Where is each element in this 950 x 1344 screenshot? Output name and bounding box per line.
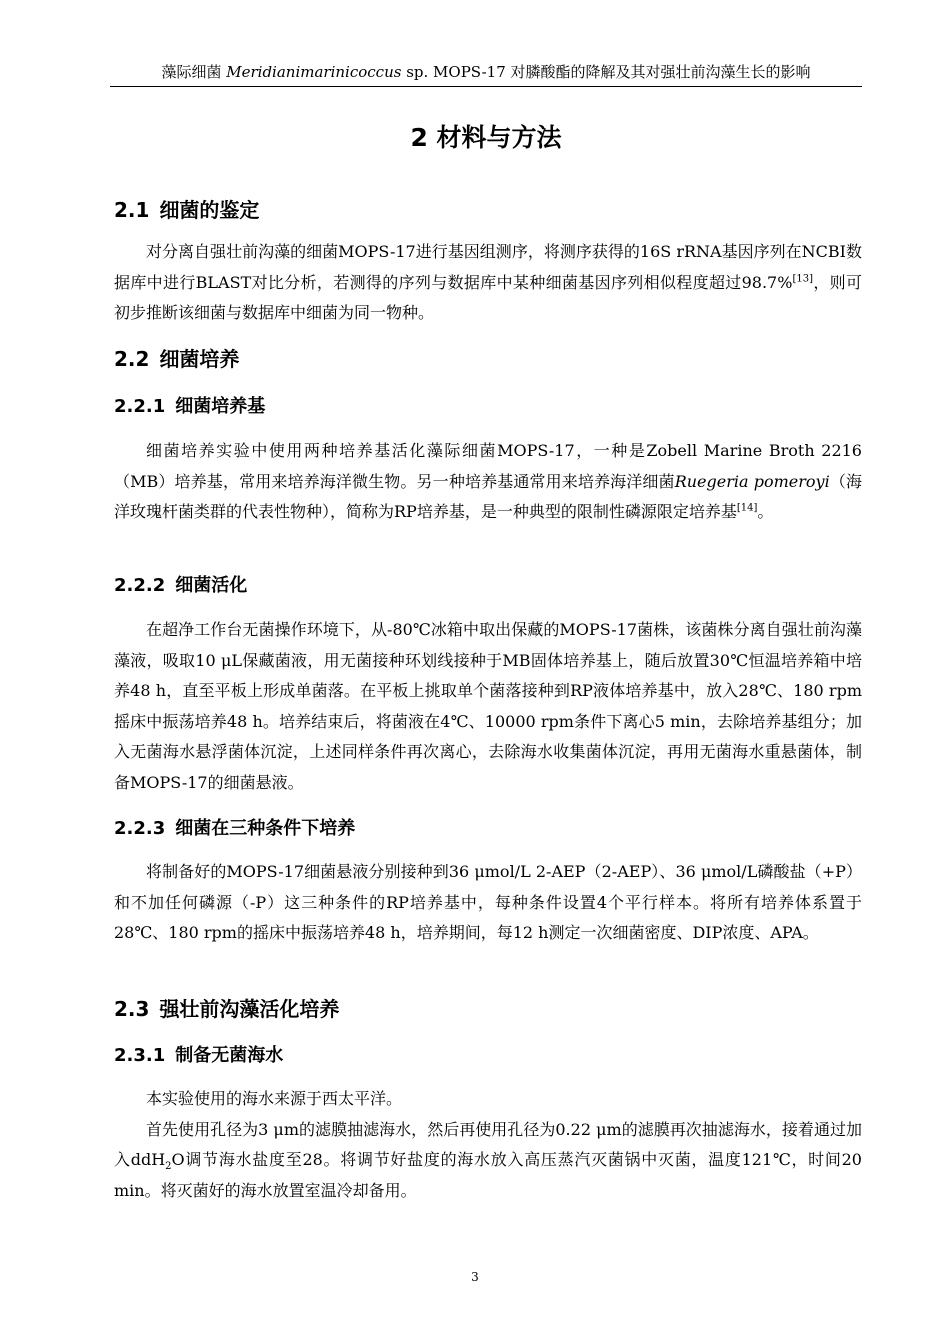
text: 细菌培养实验中使用两种培养基活化藻际细菌MOPS-17，一种是Zobell Marine Broth 2216（MB）培养基，常用来培养海洋微生物。另一种培养基通常用来培养海洋细菌: [114, 441, 862, 491]
heading-number: 2.3: [114, 997, 150, 1021]
header-rule: [110, 86, 862, 87]
heading-title: 细菌在三种条件下培养: [175, 818, 356, 839]
paragraph-2-3-1: [114, 1084, 862, 1206]
heading-number: 2.2: [114, 347, 150, 371]
paragraph-2-2-1: [114, 436, 862, 528]
header-text-pre: 藻际细菌: [161, 63, 227, 81]
text: （海洋玫瑰杆菌类群的代表性物种），简称为RP培养基，是一种典型的限制性磷源限定培养基: [114, 471, 862, 521]
paragraph-2-2-2: [114, 615, 862, 798]
heading-title: 细菌培养: [159, 347, 240, 371]
header-text-post: sp. MOPS-17 对膦酸酯的降解及其对强壮前沟藻生长的影响: [401, 63, 811, 81]
citation: [14]: [736, 502, 758, 514]
heading-title: 细菌活化: [175, 575, 248, 596]
species-name: Ruegeria pomeroyi: [674, 471, 830, 491]
heading-2-2-3: [114, 816, 355, 842]
paragraph: [114, 237, 862, 329]
heading-number: 2.2.2: [114, 575, 166, 596]
paragraph: 将制备好的MOPS-17细菌悬液分别接种到36 μmol/L 2-AEP（2-AEP）、36 μmol/L磷酸盐（+P）和不加任何磷源（-P）这三种条件的RP培养基中，每种条件设置4个平行样本。将所有培养体系置于28℃、180 rpm的摇床中振荡培养48 h，培养期间，每12 h测定一次细菌密度、DIP浓度、APA。: [114, 862, 862, 942]
text: 对分离自强壮前沟藻的细菌MOPS-17进行基因组测序，将测序获得的16S rRNA基因序列在NCBI数据库中进行BLAST对比分析，若测得的序列与数据库中某种细菌基因序列相似程度超过98.7%: [114, 242, 862, 292]
heading-number: 2.1: [114, 198, 150, 222]
heading-title: 细菌的鉴定: [159, 198, 260, 222]
header-species-name: Meridianimarinicoccus: [226, 63, 402, 81]
page-number: 3: [471, 1270, 479, 1284]
heading-2-3-1: [114, 1043, 283, 1069]
paragraph: [114, 436, 862, 528]
heading-2-1: [114, 196, 259, 224]
heading-title: 强壮前沟藻活化培养: [159, 997, 340, 1021]
text: 首先使用孔径为3 μm的滤膜抽滤海水，然后再使用孔径为0.22 μm的滤膜再次抽滤海水，接着通过加入ddH: [114, 1119, 862, 1169]
text: 。: [757, 502, 774, 521]
text: ，则可初步推断该细菌与数据库中细菌为同一物种。: [114, 272, 862, 322]
heading-number: 2.3.1: [114, 1045, 166, 1066]
chapter-title: 2 材料与方法: [410, 123, 562, 152]
heading-number: 2.2.3: [114, 818, 166, 839]
citation: [13]: [792, 273, 813, 285]
heading-title: 制备无菌海水: [175, 1045, 284, 1066]
paragraph: [114, 1115, 862, 1207]
heading-2-3: [114, 995, 339, 1023]
subscript: 2: [165, 1161, 172, 1173]
running-header: [110, 62, 862, 82]
heading-2-2: [114, 345, 239, 373]
paragraph: 本实验使用的海水来源于西太平洋。: [146, 1089, 403, 1108]
heading-title: 细菌培养基: [175, 396, 266, 417]
heading-number: 2.2.1: [114, 396, 166, 417]
paragraph: 在超净工作台无菌操作环境下，从-80℃冰箱中取出保藏的MOPS-17菌株，该菌株分离自强壮前沟藻藻液，吸取10 μL保藏菌液，用无菌接种环划线接种于MB固体培养基上，随后放置30℃恒温培养箱中培养48 h，直至平板上形成单菌落。在平板上挑取单个菌落接种到RP液体培养基中，放入28℃、180 rpm摇床中振荡培养48 h。培养结束后，将菌液在4℃、10000 rpm条件下离心5 min，去除培养基组分；加入无菌海水悬浮菌体沉淀，上述同样条件再次离心，去除海水收集菌体沉淀，再用无菌海水重悬菌体，制备MOPS-17的细菌悬液。: [114, 620, 862, 792]
heading-2-2-2: [114, 573, 247, 599]
heading-2-2-1: [114, 394, 265, 420]
paragraph-2-1: [114, 237, 862, 329]
paragraph-2-2-3: [114, 857, 862, 949]
text: O调节海水盐度至28。将调节好盐度的海水放入高压蒸汽灭菌锅中灭菌，温度121℃，时间20 min。将灭菌好的海水放置室温冷却备用。: [114, 1150, 862, 1200]
